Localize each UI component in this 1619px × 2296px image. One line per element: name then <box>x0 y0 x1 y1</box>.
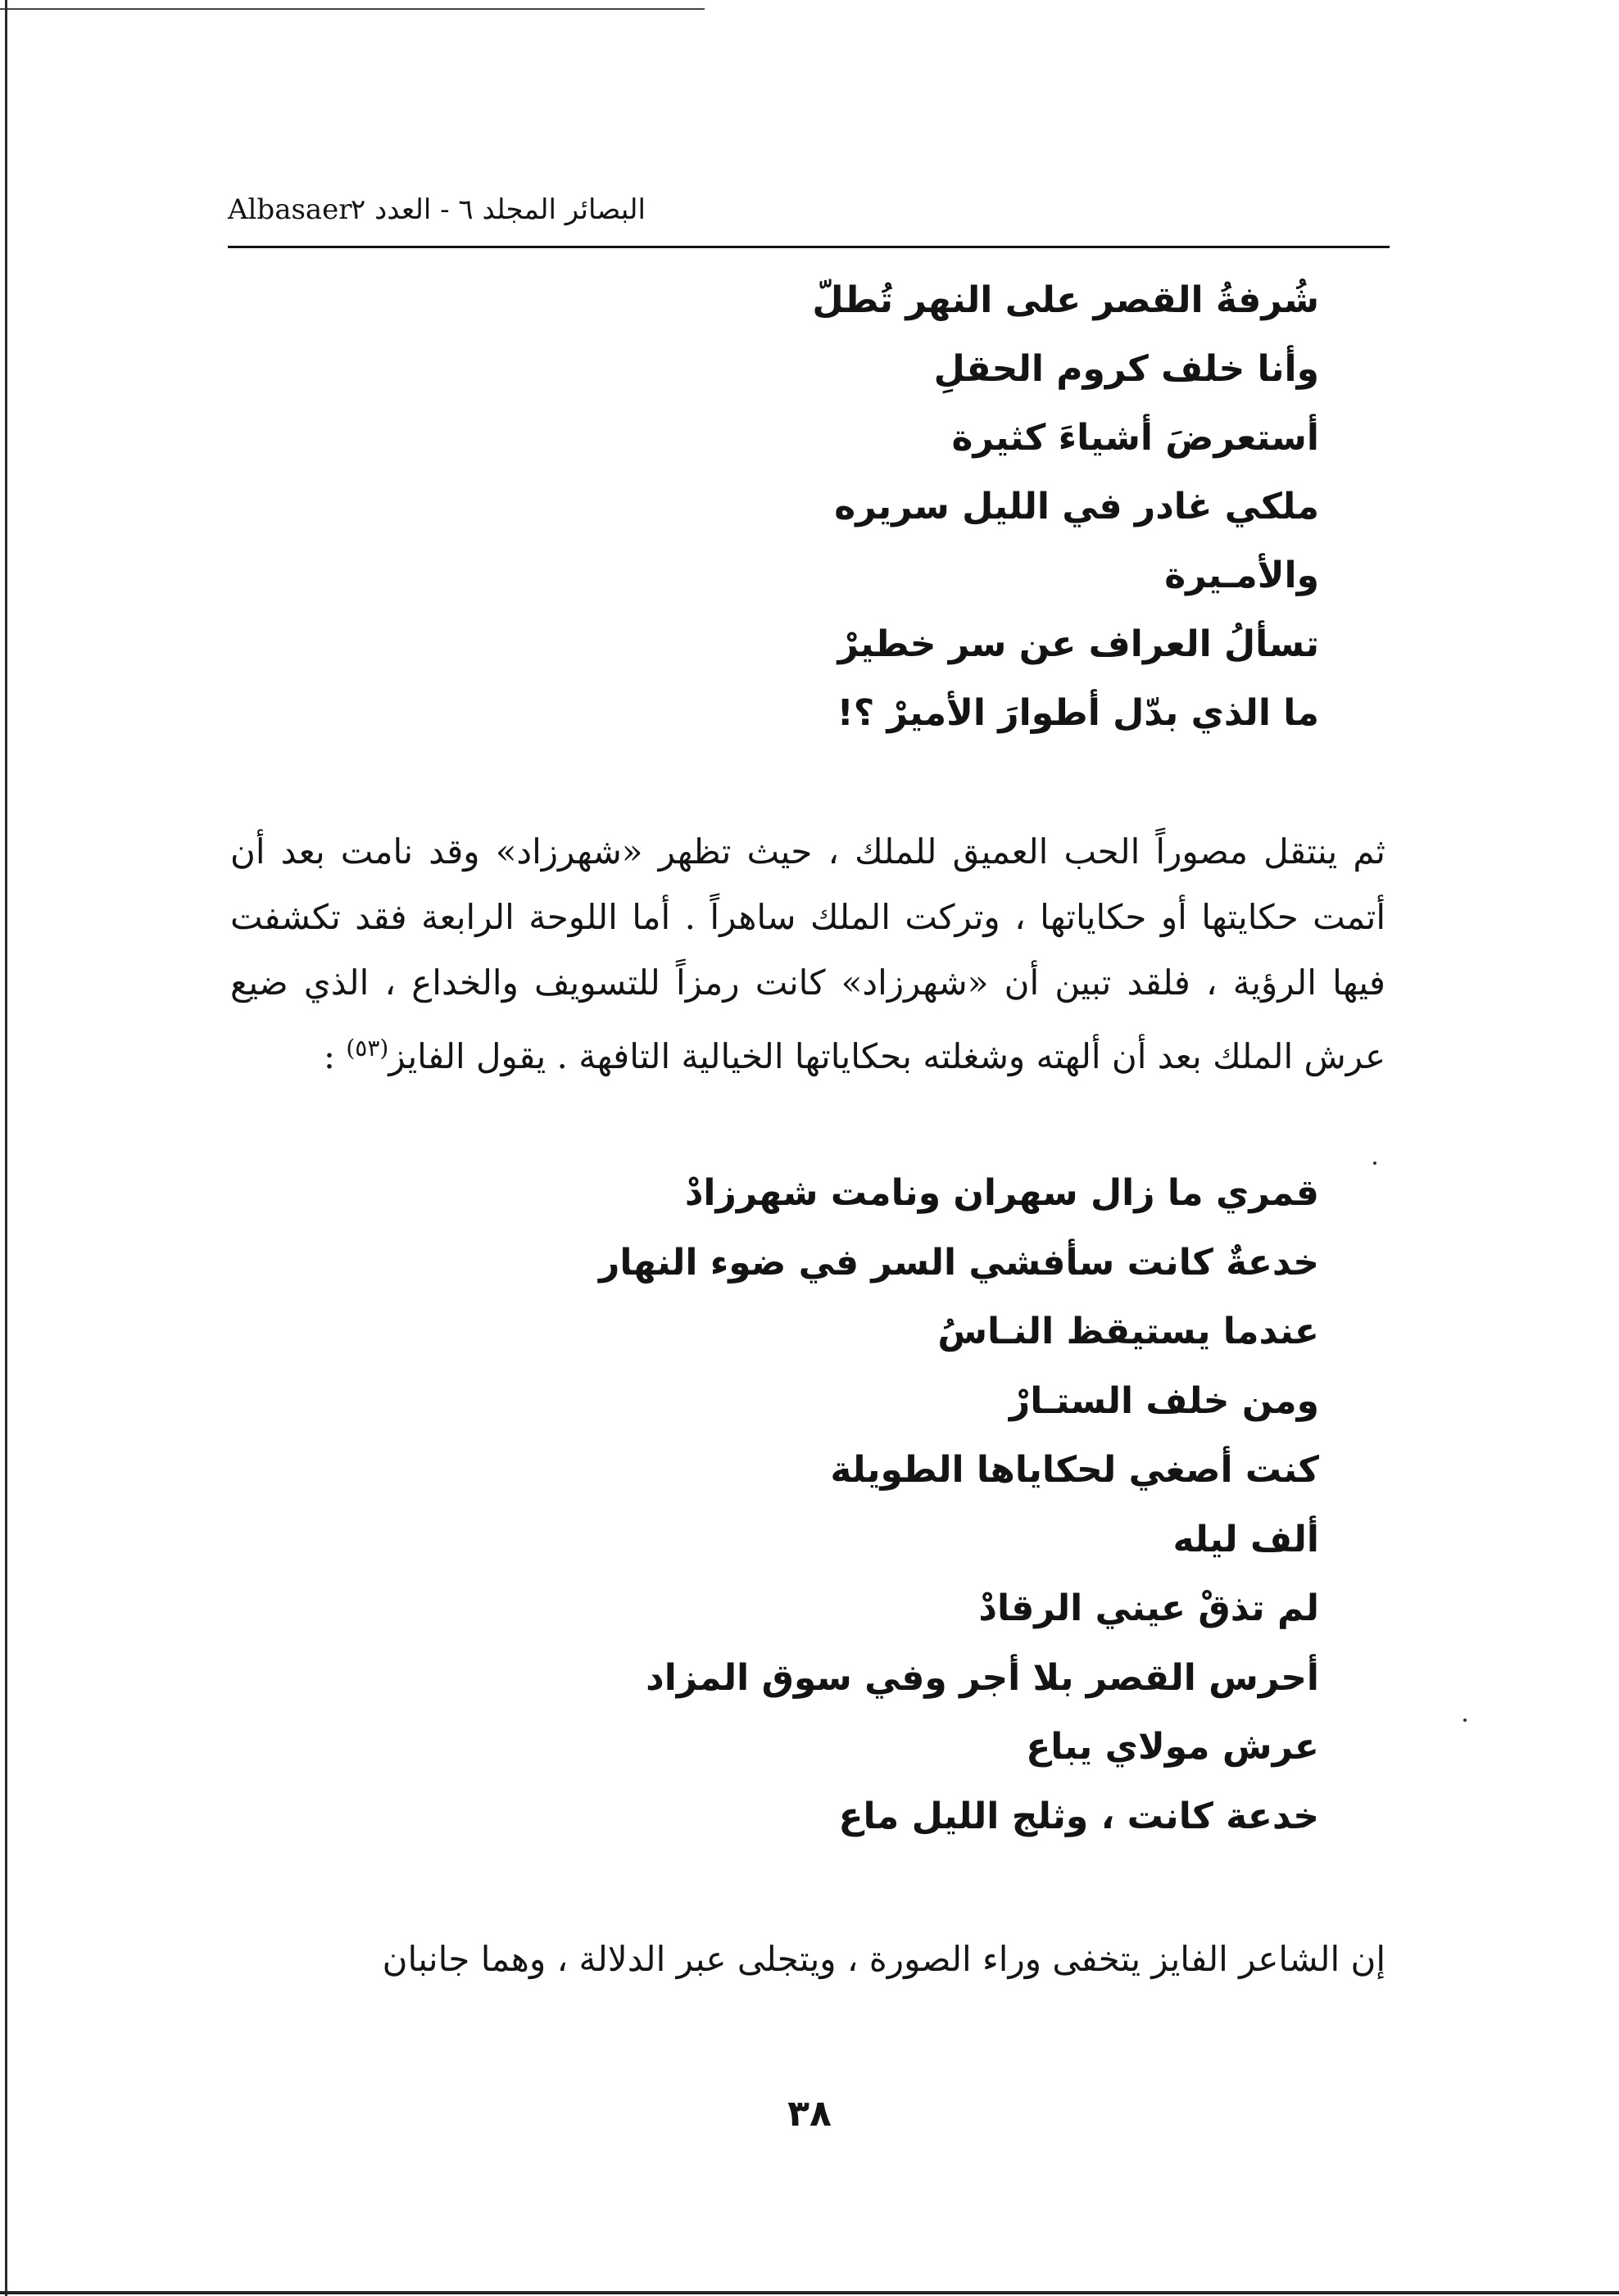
poem-line: أحرس القصر بلا أجر وفي سوق المزاد <box>646 1656 1319 1699</box>
poem-line: خدعة كانت ، وثلج الليل ماع <box>838 1795 1319 1837</box>
journal-name-arabic: البصائر المجلد ٦ - العدد ٢ <box>351 193 646 226</box>
poem-line: ما الذي بدّل أطوارَ الأميرْ ؟! <box>837 692 1319 734</box>
paragraph-end: : <box>323 1036 347 1076</box>
scan-bottom-edge <box>0 2291 1619 2294</box>
scan-left-edge <box>5 0 7 2296</box>
poem-stanza-1 <box>254 266 1319 748</box>
poem-line: أستعرضَ أشياءَ كثيرة <box>951 417 1319 459</box>
poem-line: وأنا خلف كروم الحقلِ <box>933 348 1319 390</box>
scan-top-rule <box>0 8 705 10</box>
poem-stanza-2 <box>254 1159 1319 1851</box>
poem-line: ملكي غادر في الليل سريره <box>834 486 1319 528</box>
scan-speck <box>1463 1719 1467 1722</box>
journal-name-latin: Albasaer <box>228 193 352 226</box>
poem-line: عندما يستيقظ النـاسُ <box>937 1311 1319 1352</box>
poem-line: لم تذقْ عيني الرقادْ <box>978 1587 1319 1629</box>
footnote-reference: (٥٣) <box>346 1035 389 1062</box>
poem-line: عرش مولاي يباع <box>1026 1726 1319 1768</box>
poem-line: والأمـيرة <box>1164 555 1319 596</box>
page-number: ٣٨ <box>787 2093 832 2135</box>
body-paragraph-2: إن الشاعر الفايز يتخفى وراء الصورة ، ويتجلى عبر الدلالة ، وهما جانبان <box>382 1939 1385 1979</box>
poem-line: قمري ما زال سهران ونامت شهرزادْ <box>684 1172 1319 1214</box>
poem-line: كنت أصغي لحكاياها الطويلة <box>830 1449 1319 1491</box>
poem-line: ألف ليله <box>1172 1518 1319 1560</box>
paragraph-text: ثم ينتقل مصوراً الحب العميق للملك ، حيث تظهر «شهرزاد» وقد نامت بعد أن أتمت حكايتها أو حكاياتها ، وتركت الملك ساهراً . أما اللوحة الرابعة فقد تكشفت فيها الرؤية ، فلقد تبين أن «شهرزاد» كانت رمزاً للتسويف والخداع ، الذي ضيع عرش الملك بعد أن ألهته وشغلته بحكاياتها الخيالية التافهة . يقول الفايز <box>230 831 1385 1076</box>
poem-line: تسألُ العراف عن سر خطيرْ <box>837 623 1319 665</box>
body-paragraph-1 <box>230 819 1385 1089</box>
poem-line: خدعةٌ كانت سأفشي السر في ضوء النهار <box>598 1241 1319 1284</box>
poem-line: شُرفةُ القصر على النهر تُطلّ <box>812 279 1319 321</box>
header-rule <box>228 246 1390 248</box>
running-header <box>228 185 1391 234</box>
scan-speck <box>1373 1162 1376 1165</box>
poem-line: ومن خلف الستـارْ <box>1009 1379 1319 1422</box>
